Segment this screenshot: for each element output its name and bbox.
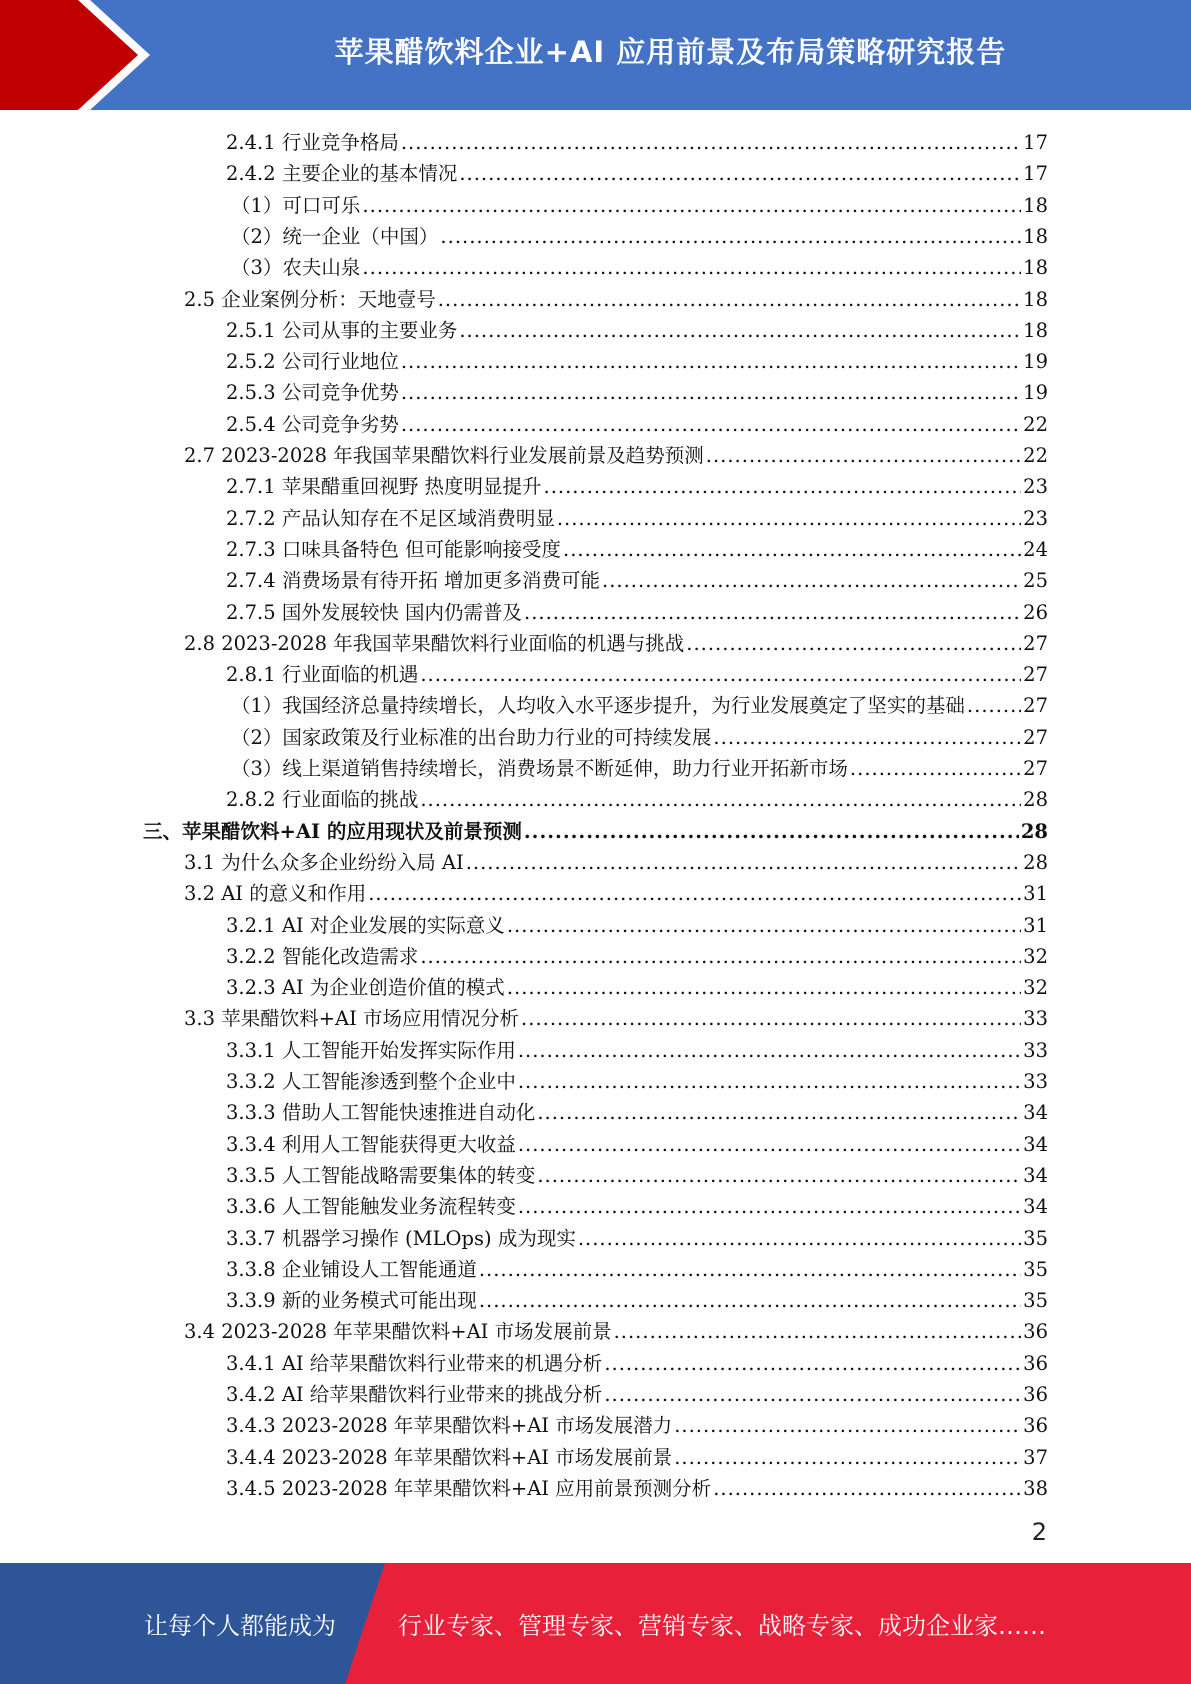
toc-entry-page: 27	[1023, 663, 1048, 686]
toc-leader-dots	[420, 941, 1021, 972]
toc-entry-page: 35	[1023, 1258, 1048, 1281]
toc-entry[interactable]	[184, 1003, 1048, 1034]
toc-entry-title: 3.2 AI 的意义和作用	[184, 882, 367, 905]
toc-entry[interactable]	[226, 1191, 1048, 1222]
toc-entry-page: 31	[1023, 914, 1048, 937]
toc-entry-title: （3）农夫山泉	[231, 256, 361, 279]
toc-entry[interactable]	[231, 221, 1048, 252]
toc-entry[interactable]	[226, 409, 1048, 440]
report-title: 苹果醋饮料企业+AI 应用前景及布局策略研究报告	[334, 34, 1007, 69]
toc-entry-page: 18	[1023, 256, 1048, 279]
toc-leader-dots	[459, 158, 1021, 189]
toc-leader-dots	[544, 471, 1022, 502]
toc-leader-dots	[578, 1223, 1021, 1254]
toc-entry-title: 3.3.1 人工智能开始发挥实际作用	[226, 1039, 516, 1062]
toc-entry-page: 27	[1023, 726, 1048, 749]
toc-leader-dots	[518, 1191, 1021, 1222]
toc-entry-page: 35	[1023, 1289, 1048, 1312]
toc-leader-dots	[420, 659, 1021, 690]
toc-entry-title: 3.2.3 AI 为企业创造价值的模式	[226, 976, 505, 999]
toc-entry-title: 2.7.5 国外发展较快 国内仍需普及	[226, 601, 523, 624]
toc-entry-title: 2.7.3 口味具备特色 但可能影响接受度	[226, 538, 562, 561]
toc-leader-dots	[524, 597, 1021, 628]
toc-leader-dots	[479, 1285, 1021, 1316]
toc-entry[interactable]	[226, 346, 1048, 377]
toc-leader-dots	[401, 377, 1021, 408]
toc-leader-dots	[602, 565, 1021, 596]
toc-entry-title: 2.4.2 主要企业的基本情况	[226, 162, 458, 185]
toc-leader-dots	[420, 784, 1021, 815]
toc-entry[interactable]	[226, 565, 1048, 596]
toc-entry-title: 2.7.1 苹果醋重回视野 热度明显提升	[226, 475, 542, 498]
toc-leader-dots	[686, 628, 1021, 659]
toc-entry-title: 2.8.2 行业面临的挑战	[226, 788, 419, 811]
toc-entry-page: 36	[1023, 1352, 1048, 1375]
toc-entry[interactable]	[226, 1160, 1048, 1191]
toc-entry[interactable]	[226, 659, 1048, 690]
toc-entry-title: （2）统一企业（中国）	[231, 225, 439, 248]
toc-entry-page: 22	[1023, 413, 1048, 436]
toc-entry-title: （1）我国经济总量持续增长，人均收入水平逐步提升，为行业发展奠定了坚实的基础	[231, 694, 965, 717]
toc-entry-page: 27	[1023, 694, 1048, 717]
toc-entry-title: 3.3 苹果醋饮料+AI 市场应用情况分析	[184, 1007, 520, 1030]
toc-entry-page: 33	[1023, 1039, 1048, 1062]
toc-entry[interactable]	[226, 597, 1048, 628]
toc-entry[interactable]	[226, 1066, 1048, 1097]
toc-leader-dots	[459, 315, 1021, 346]
toc-entry-page: 33	[1023, 1007, 1048, 1030]
toc-entry[interactable]	[226, 1348, 1048, 1379]
toc-leader-dots	[604, 1348, 1021, 1379]
toc-entry[interactable]	[226, 377, 1048, 408]
toc-leader-dots	[563, 534, 1021, 565]
toc-entry-page: 23	[1023, 507, 1048, 530]
toc-entry[interactable]	[226, 910, 1048, 941]
toc-entry-page: 28	[1023, 851, 1048, 874]
toc-entry-page: 34	[1023, 1164, 1048, 1187]
toc-entry[interactable]	[184, 628, 1048, 659]
toc-entry-title: 2.8.1 行业面临的机遇	[226, 663, 419, 686]
header-band	[0, 0, 1191, 110]
toc-entry-title: （1）可口可乐	[231, 194, 361, 217]
toc-entry-title: 3.4.5 2023-2028 年苹果醋饮料+AI 应用前景预测分析	[226, 1477, 712, 1500]
toc-entry-page: 22	[1023, 444, 1048, 467]
toc-entry[interactable]	[184, 284, 1048, 315]
toc-entry-title: 3.3.7 机器学习操作 (MLOps) 成为现实	[226, 1227, 576, 1250]
toc-leader-dots	[518, 1129, 1021, 1160]
toc-entry-page: 25	[1023, 569, 1048, 592]
toc-leader-dots	[466, 847, 1021, 878]
toc-entry-page: 27	[1023, 757, 1048, 780]
toc-entry[interactable]	[226, 1410, 1048, 1441]
toc-entry-title: 2.8 2023-2028 年我国苹果醋饮料行业面临的机遇与挑战	[184, 632, 685, 655]
toc-leader-dots	[604, 1379, 1021, 1410]
toc-leader-dots	[614, 1316, 1022, 1347]
toc-entry[interactable]	[226, 158, 1048, 189]
toc-leader-dots	[368, 878, 1021, 909]
toc-leader-dots	[362, 252, 1021, 283]
toc-leader-dots	[967, 690, 1021, 721]
toc-entry-page: 35	[1023, 1227, 1048, 1250]
toc-leader-dots	[850, 753, 1021, 784]
toc-entry[interactable]	[226, 1285, 1048, 1316]
footer-slogan-right: 行业专家、管理专家、营销专家、战略专家、成功企业家……	[398, 1612, 1046, 1640]
toc-entry-page: 34	[1023, 1133, 1048, 1156]
toc-entry-page: 33	[1023, 1070, 1048, 1093]
toc-entry-title: 3.2.2 智能化改造需求	[226, 945, 419, 968]
toc-entry-title: 3.4.2 AI 给苹果醋饮料行业带来的挑战分析	[226, 1383, 603, 1406]
toc-entry-title: 2.5.1 公司从事的主要业务	[226, 319, 458, 342]
toc-entry-page: 24	[1023, 538, 1048, 561]
toc-entry-page: 28	[1023, 788, 1048, 811]
toc-entry-page: 31	[1023, 882, 1048, 905]
toc-entry-title: 3.3.6 人工智能触发业务流程转变	[226, 1195, 516, 1218]
toc-entry[interactable]	[184, 878, 1048, 909]
toc-entry-title: 2.5.3 公司竞争优势	[226, 381, 399, 404]
toc-entry-page: 18	[1023, 288, 1048, 311]
toc-entry-page: 19	[1023, 381, 1048, 404]
toc-leader-dots	[401, 127, 1021, 158]
toc-entry[interactable]	[231, 252, 1048, 283]
toc-entry-title: 3.3.4 利用人工智能获得更大收益	[226, 1133, 516, 1156]
toc-leader-dots	[438, 284, 1021, 315]
toc-entry-title: 2.7 2023-2028 年我国苹果醋饮料行业发展前景及趋势预测	[184, 444, 704, 467]
toc-entry[interactable]	[231, 722, 1048, 753]
toc-entry-title: 2.5.2 公司行业地位	[226, 350, 399, 373]
toc-entry-page: 27	[1023, 632, 1048, 655]
toc-entry[interactable]	[226, 1035, 1048, 1066]
toc-entry-title: 3.3.2 人工智能渗透到整个企业中	[226, 1070, 516, 1093]
toc-entry[interactable]	[226, 1473, 1048, 1504]
toc-entry[interactable]	[226, 127, 1048, 158]
toc-entry[interactable]	[226, 503, 1048, 534]
toc-leader-dots	[713, 1473, 1021, 1504]
toc-entry-title: 2.7.2 产品认知存在不足区域消费明显	[226, 507, 555, 530]
toc-entry-title: 3.4 2023-2028 年苹果醋饮料+AI 市场发展前景	[184, 1320, 612, 1343]
toc-entry-page: 28	[1020, 820, 1048, 843]
toc-entry-page: 18	[1023, 225, 1048, 248]
toc-entry-page: 17	[1023, 131, 1048, 154]
toc-leader-dots	[537, 1160, 1021, 1191]
toc-entry[interactable]	[226, 1223, 1048, 1254]
toc-entry[interactable]	[184, 440, 1048, 471]
toc-entry[interactable]	[226, 315, 1048, 346]
toc-entry[interactable]	[226, 1442, 1048, 1473]
toc-leader-dots	[713, 722, 1021, 753]
toc-leader-dots	[507, 910, 1021, 941]
toc-entry-page: 18	[1023, 194, 1048, 217]
toc-entry[interactable]	[226, 1129, 1048, 1160]
toc-leader-dots	[401, 409, 1021, 440]
toc-entry[interactable]	[231, 690, 1048, 721]
toc-leader-dots	[362, 190, 1021, 221]
toc-entry-title: 3.1 为什么众多企业纷纷入局 AI	[184, 851, 464, 874]
toc-leader-dots	[537, 1097, 1021, 1128]
toc-entry[interactable]	[226, 941, 1048, 972]
toc-leader-dots	[479, 1254, 1021, 1285]
toc-leader-dots	[521, 1003, 1021, 1034]
toc-entry-page: 32	[1023, 945, 1048, 968]
toc-leader-dots	[706, 440, 1021, 471]
toc-entry-page: 19	[1023, 350, 1048, 373]
toc-entry-title: 2.7.4 消费场景有待开拓 增加更多消费可能	[226, 569, 601, 592]
toc-entry[interactable]	[226, 972, 1048, 1003]
toc-entry-title: 3.4.1 AI 给苹果醋饮料行业带来的机遇分析	[226, 1352, 603, 1375]
toc-leader-dots	[524, 816, 1019, 847]
toc-entry-page: 34	[1023, 1195, 1048, 1218]
toc-entry-title: 2.4.1 行业竞争格局	[226, 131, 399, 154]
toc-leader-dots	[440, 221, 1021, 252]
footer-band	[0, 1563, 1191, 1684]
toc-entry[interactable]	[143, 816, 1048, 847]
toc-leader-dots	[518, 1066, 1021, 1097]
toc-entry-page: 18	[1023, 319, 1048, 342]
footer-slogan-left: 让每个人都能成为	[144, 1612, 336, 1640]
toc-entry-title: 3.3.5 人工智能战略需要集体的转变	[226, 1164, 536, 1187]
toc-entry-title: 三、苹果醋饮料+AI 的应用现状及前景预测	[143, 820, 522, 843]
toc-leader-dots	[674, 1410, 1021, 1441]
toc-entry[interactable]	[226, 471, 1048, 502]
toc-leader-dots	[507, 972, 1021, 1003]
toc-entry[interactable]	[184, 1316, 1048, 1347]
toc-entry-page: 37	[1023, 1446, 1048, 1469]
toc-entry-title: 3.4.4 2023-2028 年苹果醋饮料+AI 市场发展前景	[226, 1446, 673, 1469]
toc-entry-page: 36	[1023, 1414, 1048, 1437]
toc-entry-page: 36	[1023, 1320, 1048, 1343]
page-number: 2	[1031, 1518, 1047, 1546]
toc-entry-page: 26	[1023, 601, 1048, 624]
toc-entry-page: 23	[1023, 475, 1048, 498]
toc-leader-dots	[518, 1035, 1021, 1066]
toc-entry-title: 3.2.1 AI 对企业发展的实际意义	[226, 914, 505, 937]
toc-entry-title: （3）线上渠道销售持续增长，消费场景不断延伸，助力行业开拓新市场	[231, 757, 848, 780]
toc-entry[interactable]	[231, 753, 1048, 784]
toc-entry-title: 2.5 企业案例分析：天地壹号	[184, 288, 436, 311]
toc-entry-page: 36	[1023, 1383, 1048, 1406]
toc-entry-title: 2.5.4 公司竞争劣势	[226, 413, 399, 436]
toc-entry-page: 34	[1023, 1101, 1048, 1124]
toc-entry[interactable]	[226, 1097, 1048, 1128]
toc-entry[interactable]	[226, 1379, 1048, 1410]
toc-entry[interactable]	[226, 1254, 1048, 1285]
toc-leader-dots	[557, 503, 1021, 534]
toc-leader-dots	[401, 346, 1021, 377]
toc-entry[interactable]	[226, 784, 1048, 815]
toc-entry-title: 3.3.3 借助人工智能快速推进自动化	[226, 1101, 536, 1124]
toc-entry-title: 3.3.9 新的业务模式可能出现	[226, 1289, 477, 1312]
toc-entry-title: 3.4.3 2023-2028 年苹果醋饮料+AI 市场发展潜力	[226, 1414, 673, 1437]
toc-entry[interactable]	[226, 534, 1048, 565]
toc-entry-title: （2）国家政策及行业标准的出台助力行业的可持续发展	[231, 726, 712, 749]
chevron-arrow-icon	[0, 0, 160, 110]
toc-entry-page: 17	[1023, 162, 1048, 185]
toc-entry[interactable]	[184, 847, 1048, 878]
toc-entry-page: 38	[1023, 1477, 1048, 1500]
toc-entry[interactable]	[231, 190, 1048, 221]
toc-entry-title: 3.3.8 企业铺设人工智能通道	[226, 1258, 477, 1281]
toc-entry-page: 32	[1023, 976, 1048, 999]
toc-leader-dots	[674, 1442, 1021, 1473]
